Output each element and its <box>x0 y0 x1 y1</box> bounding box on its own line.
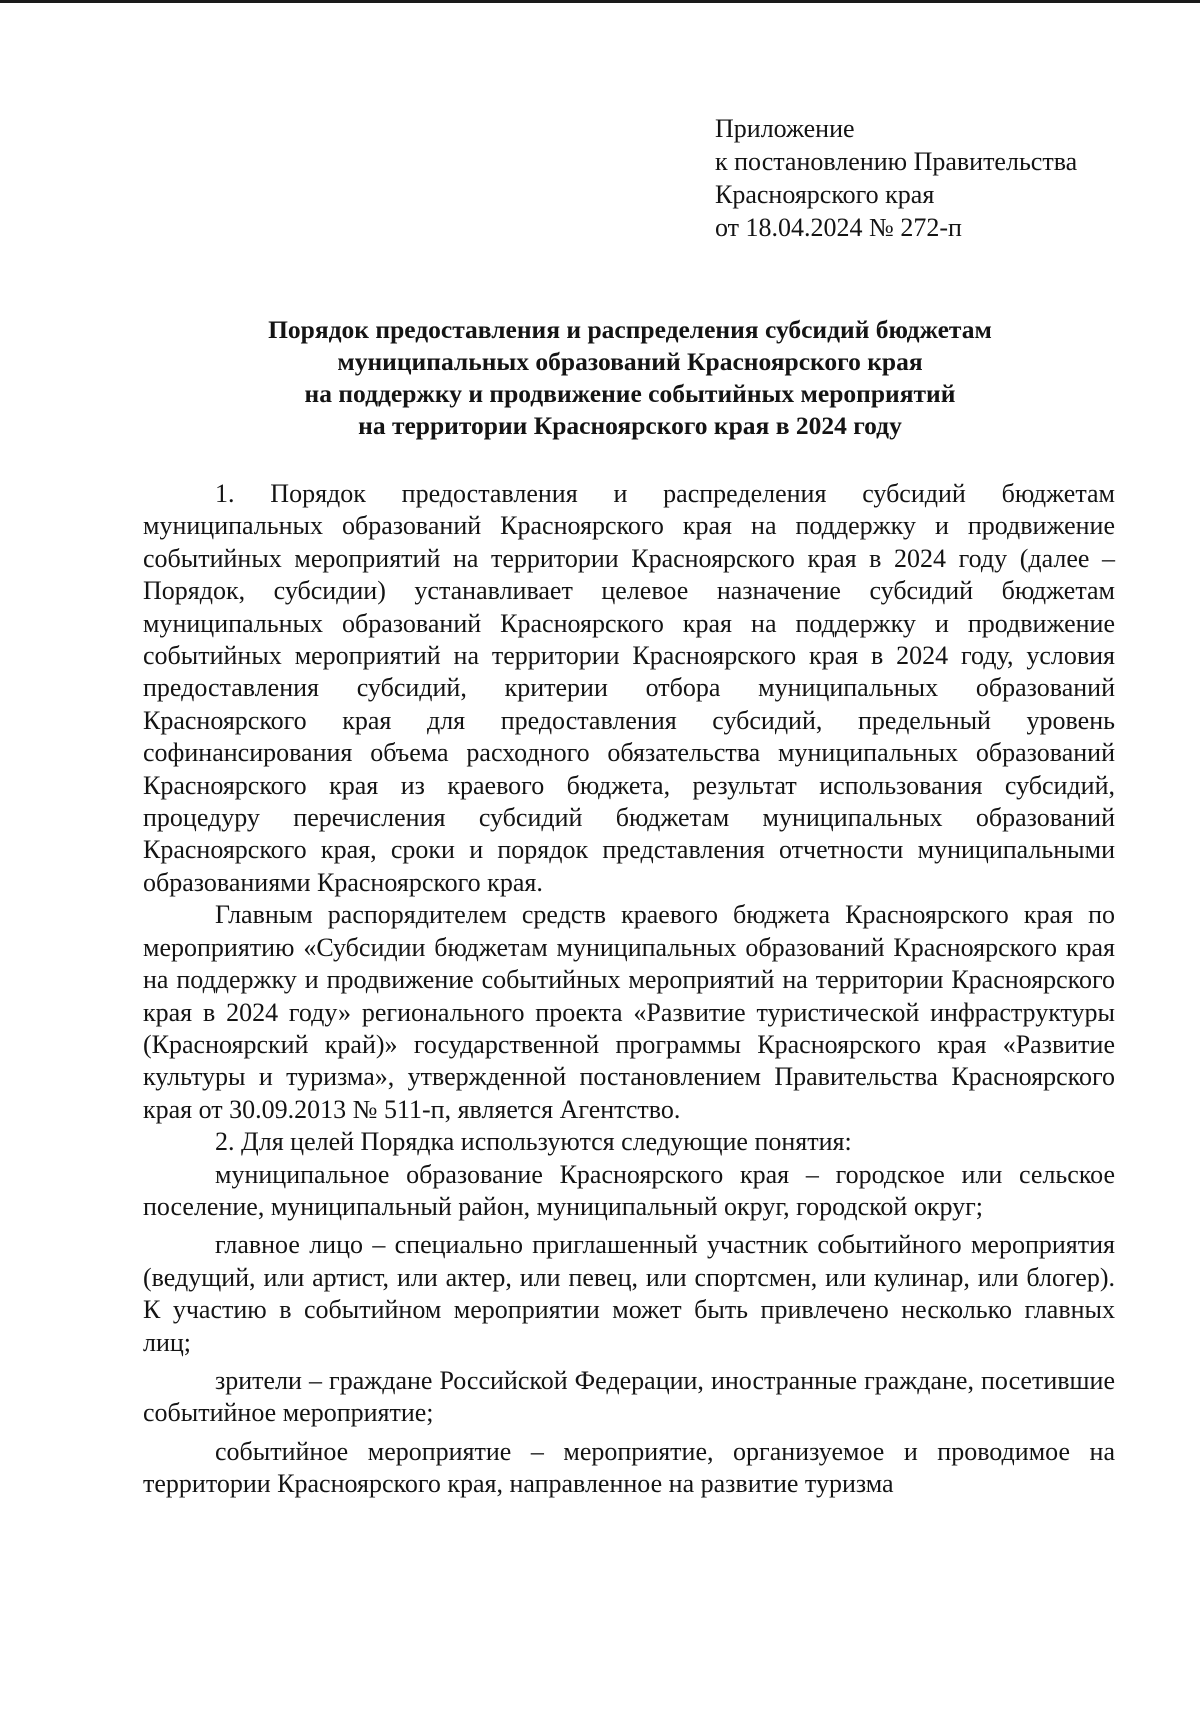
title-line-3: на поддержку и продвижение событийных мероприятий <box>304 379 956 408</box>
appendix-region: Красноярского края <box>715 180 935 209</box>
definition-spectators: зрители – граждане Российской Федерации, иностранные граждане, посетившие событийное мероприятие; <box>143 1365 1115 1428</box>
scan-top-edge <box>0 0 1200 3</box>
definition-main-person: главное лицо – специально приглашенный участник событийного мероприятия (ведущий, или артист, или актер, или певец, или спортсмен, или кулинар, или блогер). К участию в событийном мероприятии может быть привлечено несколько главных лиц; <box>143 1230 1115 1357</box>
title-line-2: муниципальных образований Красноярского края <box>337 347 923 376</box>
paragraph-3: 2. Для целей Порядка используются следующие понятия: <box>215 1127 852 1157</box>
title-line-4: на территории Красноярского края в 2024 году <box>358 411 902 440</box>
title-line-1: Порядок предоставления и распределения субсидий бюджетам <box>268 315 992 344</box>
document-title <box>145 314 1115 442</box>
paragraph-2: Главным распорядителем средств краевого бюджета Красноярского края по мероприятию «Субсидии бюджетам муниципальных образований Красноярского края на поддержку и продвижение событийных мероприятий на территории Красноярского края в 2024 году» регионального проекта «Развитие туристической инфраструктуры (Красноярский край)» государственной программы Красноярского края «Развитие культуры и туризма», утвержденной постановлением Правительства Красноярского края от 30.09.2013 № 511-п, является Агентство. <box>143 900 1115 1124</box>
definition-municipality: муниципальное образование Красноярского края – городское или сельское поселение, муниципальный район, муниципальный округ, городской округ; <box>143 1159 1115 1221</box>
appendix-label: Приложение <box>715 114 855 143</box>
paragraph-1: 1. Порядок предоставления и распределения субсидий бюджетам муниципальных образований Красноярского края на поддержку и продвижение событийных мероприятий на территории Красноярского края в 2024 году (далее – Порядок, субсидии) устанавливает целевое назначение субсидий бюджетам муниципальных образований Красноярского края на поддержку и продвижение событийных мероприятий на территории Красноярского края в 2024 году, условия предоставления субсидий, критерии отбора муниципальных образований Красноярского края для предоставления субсидий, предельный уровень софинансирования объема расходного обязательства муниципальных образований Красноярского края из краевого бюджета, результат использования субсидий, процедуру перечисления субсидий бюджетам муниципальных образований Красноярского края, сроки и порядок представления отчетности муниципальными образованиями Красноярского края. <box>143 479 1115 897</box>
definition-event: событийное мероприятие – мероприятие, организуемое и проводимое на территории Красноярского края, направленное на развитие туризма <box>143 1436 1115 1499</box>
appendix-resolution-ref: к постановлению Правительства <box>715 147 1078 176</box>
appendix-date-number: от 18.04.2024 № 272-п <box>715 213 962 242</box>
document-body <box>143 478 1115 1501</box>
appendix-header <box>715 112 1185 244</box>
